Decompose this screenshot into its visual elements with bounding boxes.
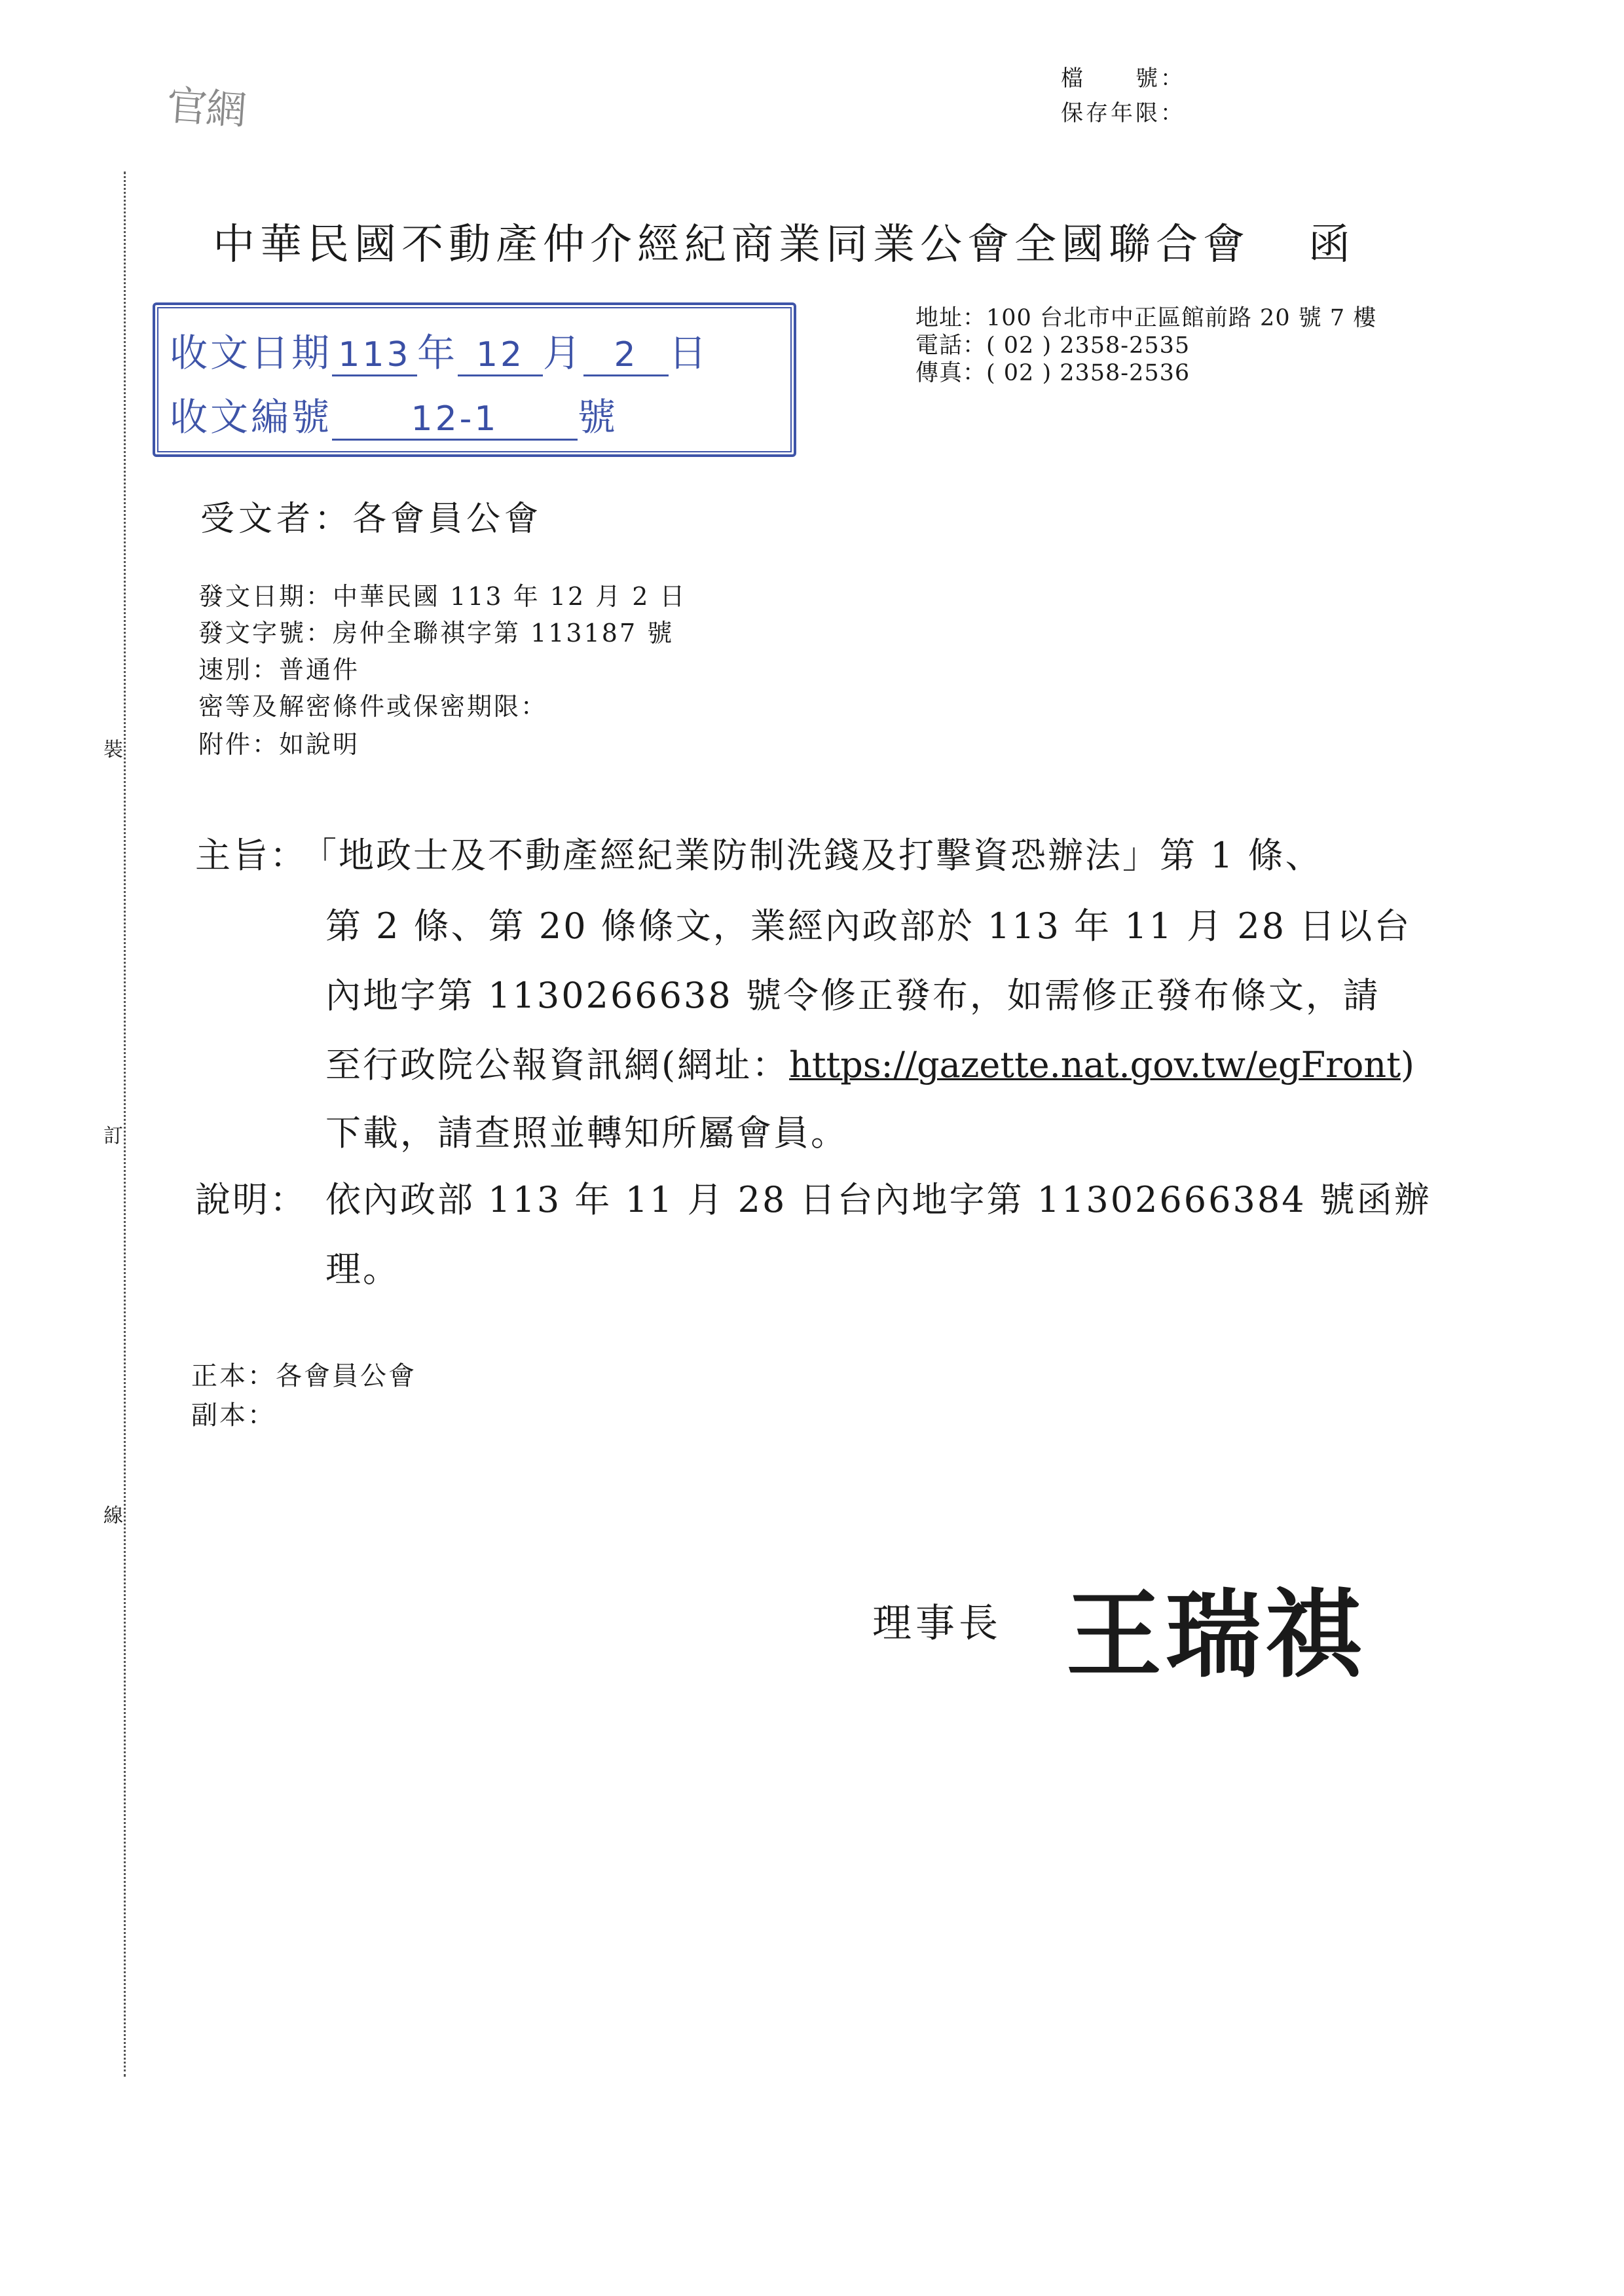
receipt-stamp (153, 302, 796, 457)
subject-label: 主旨： (195, 835, 307, 876)
original-recipients: 正本：各會員公會 (191, 1361, 416, 1391)
document-type: 函 (1308, 221, 1350, 269)
gazette-url-link[interactable]: https://gazette.nat.gov.tw/egFront (789, 1044, 1401, 1085)
binding-line (124, 172, 126, 2077)
stamp-day-value: 2 (583, 335, 669, 376)
contact-fax: 傳真：( 02 ) 2358-2536 (915, 360, 1190, 386)
subject-line-1: 「地政士及不動產經紀業防制洗錢及打擊資恐辦法」第 1 條、 (301, 835, 1323, 876)
signatory-name: 王瑞祺 (1066, 1580, 1365, 1691)
stamp-number-line (170, 386, 618, 441)
contact-phone: 電話：( 02 ) 2358-2535 (915, 333, 1190, 359)
binding-mark-ding: 訂 (103, 1125, 123, 1148)
signatory-title: 理事長 (872, 1601, 1002, 1647)
delivery-speed: 速別：普通件 (198, 655, 360, 684)
retention-period-label: 保存年限： (1061, 100, 1185, 126)
stamp-number-label: 收文編號 (170, 395, 333, 439)
subject-line-4-prefix: 至行政院公報資訊網(網址： (325, 1044, 790, 1085)
handwritten-note: 官網 (165, 81, 248, 135)
stamp-date-line (170, 322, 709, 377)
recipient: 受文者：各會員公會 (200, 500, 543, 539)
explanation-line-2: 理。 (325, 1248, 400, 1290)
subject-line-3: 內地字第 1130266638 號令修正發布，如需修正發布條文，請 (325, 975, 1380, 1016)
reference-number: 發文字號：房仲全聯祺字第 113187 號 (198, 619, 674, 647)
stamp-year-unit: 年 (417, 331, 458, 375)
subject-line-4 (325, 1037, 1416, 1087)
stamp-year-value: 113 (332, 335, 417, 376)
organization-name: 中華民國不動產仲介經紀商業同業公會全國聯合會 (213, 221, 1250, 269)
stamp-month-value: 12 (458, 335, 543, 376)
binding-mark-xian: 線 (103, 1504, 123, 1527)
stamp-day-unit: 日 (669, 331, 710, 375)
secrecy-level: 密等及解密條件或保密期限： (198, 692, 548, 721)
issue-date: 發文日期：中華民國 113 年 12 月 2 日 (198, 582, 687, 611)
subject-line-4-suffix: ) (1400, 1044, 1416, 1085)
stamp-month-unit: 月 (543, 331, 584, 375)
explanation-line-1: 依內政部 113 年 11 月 28 日台內地字第 11302666384 號函辦 (325, 1179, 1431, 1220)
cc-recipients: 副本： (191, 1400, 276, 1430)
stamp-date-label: 收文日期 (170, 331, 333, 375)
stamp-number-unit: 號 (578, 395, 619, 439)
subject-line-2: 第 2 條、第 20 條條文，業經內政部於 113 年 11 月 28 日以台 (325, 905, 1412, 947)
stamp-number-value: 12-1 (332, 399, 578, 441)
binding-mark-zhuang: 裝 (103, 738, 123, 761)
explanation-label: 說明： (195, 1179, 307, 1220)
attachment: 附件：如說明 (198, 730, 360, 759)
contact-address: 地址：100 台北市中正區館前路 20 號 7 樓 (915, 305, 1377, 331)
subject-line-5: 下載，請查照並轉知所屬會員。 (325, 1112, 848, 1154)
file-number-label: 檔 號： (1061, 65, 1185, 92)
